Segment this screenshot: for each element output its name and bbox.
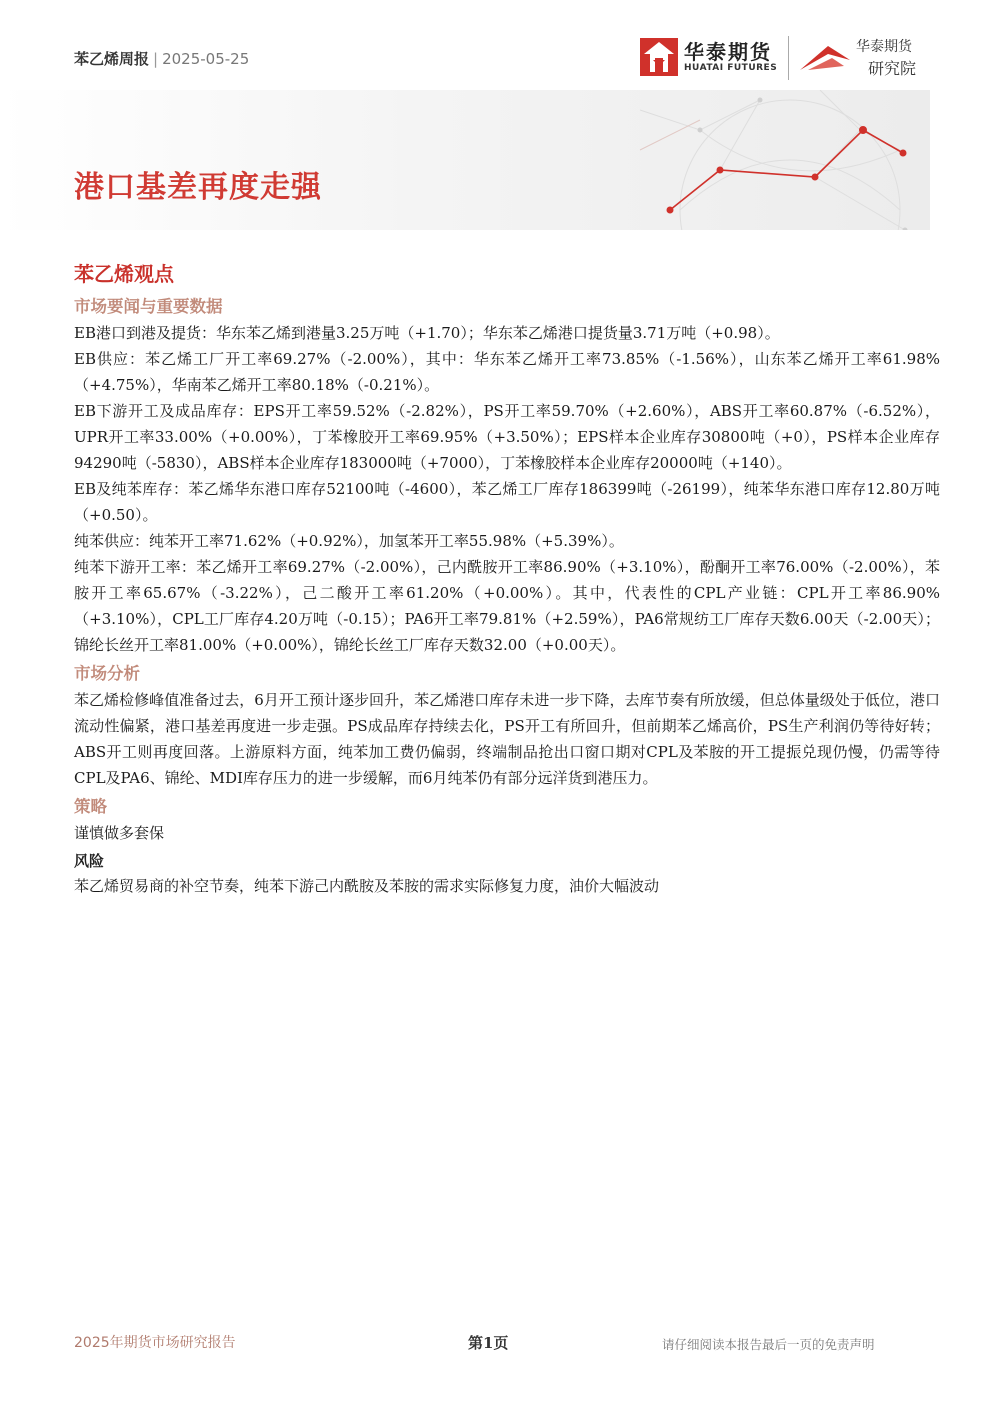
footer-disclaimer: 请仔细阅读本报告最后一页的免责声明	[662, 1337, 875, 1352]
report-date: 2025-05-25	[162, 50, 250, 68]
logo-en-text: HUATAI FUTURES	[684, 63, 778, 73]
research-institute-logo	[798, 36, 928, 80]
report-name: 苯乙烯周报	[74, 50, 150, 68]
logo-divider	[788, 36, 789, 80]
institute-name-line1: 华泰期货	[856, 39, 912, 55]
market-analysis-heading: 市场分析	[74, 664, 140, 683]
footer-report-series: 2025年期货市场研究报告	[74, 1335, 236, 1351]
institute-wing-icon	[798, 40, 856, 74]
network-graphic	[0, 90, 930, 230]
strategy-heading: 策略	[74, 797, 107, 816]
page-title: 港口基差再度走强	[74, 170, 322, 205]
market-analysis-text: 苯乙烯检修峰值准备过去，6月开工预计逐步回升，苯乙烯港口库存未进一步下降，去库节奏有所放缓，但总体量级处于低位，港口流动性偏紧，港口基差再度进一步走强。PS成品库存持续去化，PS开工有所回升，但前期苯乙烯高价，PS生产利润仍等待好转；ABS开工则再度回落。上游原料方面，纯苯加工费仍偏弱，终端制品抢出口窗口期对CPL及苯胺的开工提振兑现仍慢，仍需等待CPL及PA6、锦纶、MDI库存压力的进一步缓解，而6月纯苯仍有部分远洋货到港压力。	[74, 691, 940, 787]
huatai-futures-logo	[640, 36, 780, 80]
news-paragraph-benzene-downstream: 纯苯下游开工率：苯乙烯开工率69.27%（-2.00%），己内酰胺开工率86.90%（+3.10%），酚酮开工率76.00%（-2.00%），苯胺开工率65.67%（-3.22%），己二酸开工率61.20%（+0.00%）。其中，代表性的CPL产业链：CPL开工率86.90%（+3.10%），CPL工厂库存4.20万吨（-0.15）；PA6开工率79.81%（+2.59%），PA6常规纺工厂库存天数6.00天（-2.00天）；锦纶长丝开工率81.00%（+0.00%），锦纶长丝工厂库存天数32.00（+0.00天）。	[74, 558, 940, 654]
market-news-heading: 市场要闻与重要数据	[74, 297, 223, 316]
footer-page-number: 第1页	[468, 1334, 509, 1352]
news-paragraph-benzene-supply: 纯苯供应：纯苯开工率71.62%（+0.92%），加氢苯开工率55.98%（+5.39%）。	[74, 532, 624, 550]
report-body	[74, 258, 940, 899]
header-separator: |	[153, 50, 159, 68]
news-paragraph-port: EB港口到港及提货：华东苯乙烯到港量3.25万吨（+1.70）；华东苯乙烯港口提货量3.71万吨（+0.98）。	[74, 324, 780, 342]
huatai-logo-icon	[640, 38, 678, 76]
news-paragraph-inventory: EB及纯苯库存：苯乙烯华东港口库存52100吨（-4600），苯乙烯工厂库存186399吨（-26199），纯苯华东港口库存12.80万吨（+0.50）。	[74, 480, 940, 524]
news-paragraph-supply: EB供应：苯乙烯工厂开工率69.27%（-2.00%），其中：华东苯乙烯开工率73.85%（-1.56%），山东苯乙烯开工率61.98%（+4.75%），华南苯乙烯开工率80.18%（-0.21%）。	[74, 350, 940, 394]
logo-cn-text: 华泰期货	[684, 40, 772, 64]
title-banner	[0, 90, 930, 230]
news-paragraph-downstream: EB下游开工及成品库存：EPS开工率59.52%（-2.82%），PS开工率59.70%（+2.60%），ABS开工率60.87%（-6.52%），UPR开工率33.00%（+0.00%），丁苯橡胶开工率69.95%（+3.50%）；EPS样本企业库存30800吨（+0），PS样本企业库存94290吨（-5830），ABS样本企业库存183000吨（+7000），丁苯橡胶样本企业库存20000吨（+140）。	[74, 402, 940, 472]
risk-heading: 风险	[74, 852, 105, 870]
section-title: 苯乙烯观点	[74, 262, 174, 286]
report-header	[74, 48, 249, 69]
risk-text: 苯乙烯贸易商的补空节奏，纯苯下游己内酰胺及苯胺的需求实际修复力度，油价大幅波动	[74, 877, 660, 895]
institute-name-line2: 研究院	[868, 59, 917, 78]
strategy-text: 谨慎做多套保	[74, 824, 165, 842]
